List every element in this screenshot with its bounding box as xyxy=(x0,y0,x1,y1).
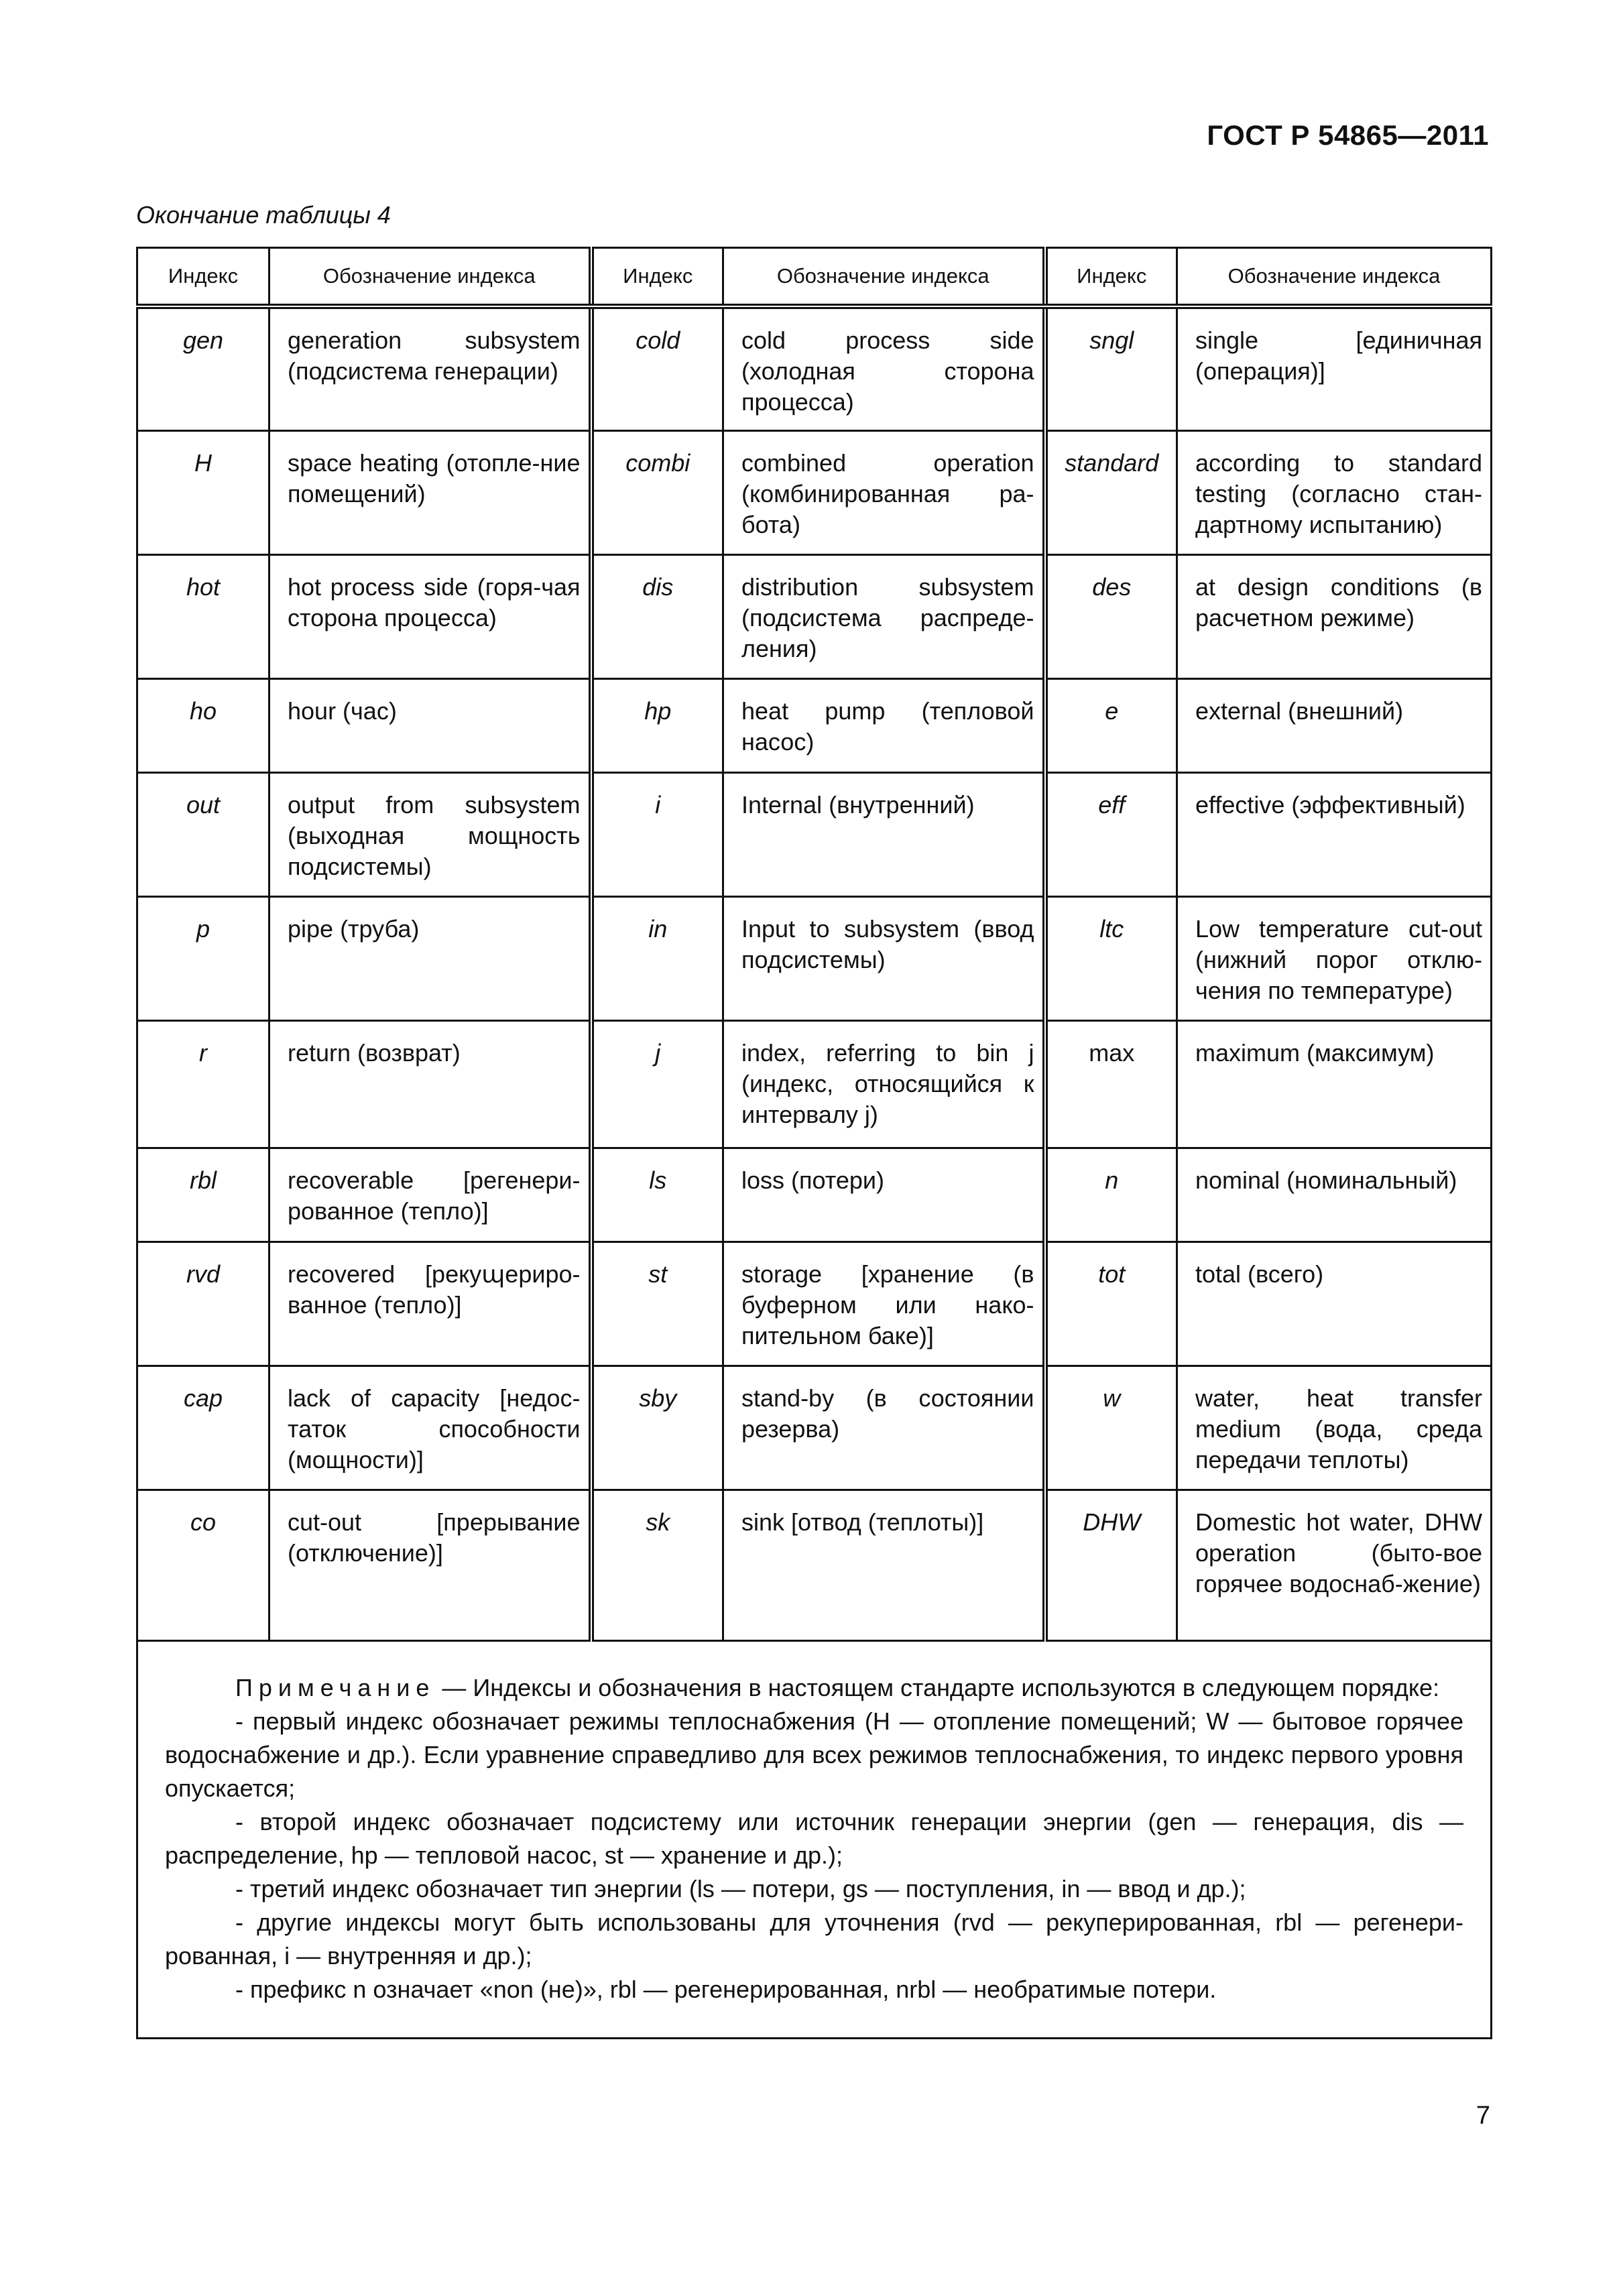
table-header-row xyxy=(137,248,1492,307)
index-cell: r xyxy=(137,1020,269,1148)
note-item: - второй индекс обозначает подсистему или источник генерации энергии (gen — генерация, dis — распределение, hp — тепловой насос, st — хранение и др.); xyxy=(165,1807,1463,1869)
designation-cell: space heating (отопле-ние помещений) xyxy=(269,430,591,554)
designation-cell: stand-by (в состоянии резерва) xyxy=(723,1366,1045,1490)
designation-cell: water, heat transfer medium (вода, среда передачи теплоты) xyxy=(1177,1366,1492,1490)
index-cell: hp xyxy=(591,678,723,772)
designation-cell: recovered [рекуպериро-ванное (тепло)] xyxy=(269,1242,591,1366)
table-body xyxy=(137,306,1492,1640)
column-header: Индекс xyxy=(591,248,723,307)
note-label: Примечание xyxy=(235,1673,436,1701)
designation-cell: Low temperature cut-out (нижний порог отклю-чения по температуре) xyxy=(1177,896,1492,1020)
index-cell: out xyxy=(137,772,269,896)
designation-cell: generation subsystem (подсистема генерации) xyxy=(269,306,591,430)
designation-cell: external (внешний) xyxy=(1177,678,1492,772)
index-cell: co xyxy=(137,1490,269,1640)
index-cell: cold xyxy=(591,306,723,430)
index-cell: st xyxy=(591,1242,723,1366)
column-header: Индекс xyxy=(137,248,269,307)
index-cell: eff xyxy=(1045,772,1177,896)
designation-cell: maximum (максимум) xyxy=(1177,1020,1492,1148)
table-row xyxy=(137,430,1492,554)
designation-cell: single [единичная (операция)] xyxy=(1177,306,1492,430)
index-cell: j xyxy=(591,1020,723,1148)
note-item: - другие индексы могут быть использованы для уточнения (rvd — рекуперированная, rbl — регенери-рованная, i — внутренняя и др.); xyxy=(165,1908,1463,1970)
designation-cell: sink [отвод (теплоты)] xyxy=(723,1490,1045,1640)
index-cell: tot xyxy=(1045,1242,1177,1366)
index-cell: max xyxy=(1045,1020,1177,1148)
index-cell: in xyxy=(591,896,723,1020)
designation-cell: hot process side (горя-чая сторона процесса) xyxy=(269,554,591,678)
index-cell: p xyxy=(137,896,269,1020)
index-cell: combi xyxy=(591,430,723,554)
designation-cell: storage [хранение (в буферном или нако-пительном баке)] xyxy=(723,1242,1045,1366)
note-intro xyxy=(165,1671,1463,1705)
index-cell: sngl xyxy=(1045,306,1177,430)
index-cell: rbl xyxy=(137,1148,269,1242)
designation-cell: total (всего) xyxy=(1177,1242,1492,1366)
index-cell: cap xyxy=(137,1366,269,1490)
note-item: - третий индекс обозначает тип энергии (ls — потери, gs — поступления, in — ввод и др.); xyxy=(235,1874,1246,1902)
table-row xyxy=(137,678,1492,772)
note-item: - первый индекс обозначает режимы теплоснабжения (H — отопление помещений; W — бытовое горячее водоснабжение и др.). Если уравнение справедливо для всех режимов теплоснабжения, то индекс первого уровня опускается; xyxy=(165,1707,1463,1802)
index-cell: ho xyxy=(137,678,269,772)
index-cell: sby xyxy=(591,1366,723,1490)
column-header: Обозначение индекса xyxy=(269,248,591,307)
index-cell: DHW xyxy=(1045,1490,1177,1640)
table-row xyxy=(137,896,1492,1020)
index-cell: des xyxy=(1045,554,1177,678)
index-cell: standard xyxy=(1045,430,1177,554)
index-cell: hot xyxy=(137,554,269,678)
index-cell: H xyxy=(137,430,269,554)
designation-cell: output from subsystem (выходная мощность подсистемы) xyxy=(269,772,591,896)
index-cell: i xyxy=(591,772,723,896)
designation-cell: recoverable [регенери-рованное (тепло)] xyxy=(269,1148,591,1242)
designation-cell: distribution subsystem (подсистема распреде-ления) xyxy=(723,554,1045,678)
designation-cell: return (возврат) xyxy=(269,1020,591,1148)
designation-cell: lack of capacity [недос-таток способности (мощности)] xyxy=(269,1366,591,1490)
table-caption: Окончание таблицы 4 xyxy=(136,201,391,229)
designation-cell: hour (час) xyxy=(269,678,591,772)
note xyxy=(137,1640,1492,2038)
index-cell: dis xyxy=(591,554,723,678)
designation-cell: loss (потери) xyxy=(723,1148,1045,1242)
designation-cell: Internal (внутренний) xyxy=(723,772,1045,896)
table-row xyxy=(137,772,1492,896)
designation-cell: combined operation (комбинированная ра-бота) xyxy=(723,430,1045,554)
table-row xyxy=(137,554,1492,678)
index-cell: ltc xyxy=(1045,896,1177,1020)
document-code: ГОСТ Р 54865—2011 xyxy=(1207,119,1489,151)
designation-cell: Input to subsystem (ввод подсистемы) xyxy=(723,896,1045,1020)
index-table xyxy=(136,247,1492,2039)
table-row xyxy=(137,1020,1492,1148)
note-intro-text: — Индексы и обозначения в настоящем стандарте используются в следующем порядке: xyxy=(435,1673,1440,1701)
index-cell: e xyxy=(1045,678,1177,772)
index-cell: w xyxy=(1045,1366,1177,1490)
designation-cell: effective (эффективный) xyxy=(1177,772,1492,896)
table-row xyxy=(137,1490,1492,1640)
index-cell: gen xyxy=(137,306,269,430)
designation-cell: pipe (труба) xyxy=(269,896,591,1020)
index-cell: rvd xyxy=(137,1242,269,1366)
table-row xyxy=(137,1242,1492,1366)
designation-cell: index, referring to bin j (индекс, относящийся к интервалу j) xyxy=(723,1020,1045,1148)
page-number: 7 xyxy=(1476,2102,1490,2130)
column-header: Обозначение индекса xyxy=(723,248,1045,307)
column-header: Обозначение индекса xyxy=(1177,248,1492,307)
note-row xyxy=(137,1640,1492,2038)
index-cell: ls xyxy=(591,1148,723,1242)
designation-cell: at design conditions (в расчетном режиме) xyxy=(1177,554,1492,678)
column-header: Индекс xyxy=(1045,248,1177,307)
designation-cell: Domestic hot water, DHW operation (быто-вое горячее водоснаб-жение) xyxy=(1177,1490,1492,1640)
note-item: - префикс n означает «non (не)», rbl — регенерированная, nrbl — необратимые потери. xyxy=(235,1975,1217,2003)
note-items xyxy=(165,1705,1463,2006)
table-row xyxy=(137,306,1492,430)
designation-cell: cold process side (холодная сторона процесса) xyxy=(723,306,1045,430)
table-row xyxy=(137,1148,1492,1242)
designation-cell: according to standard testing (согласно стан-дартному испытанию) xyxy=(1177,430,1492,554)
index-cell: n xyxy=(1045,1148,1177,1242)
table-row xyxy=(137,1366,1492,1490)
designation-cell: nominal (номинальный) xyxy=(1177,1148,1492,1242)
designation-cell: cut-out [прерывание (отключение)] xyxy=(269,1490,591,1640)
designation-cell: heat pump (тепловой насос) xyxy=(723,678,1045,772)
index-cell: sk xyxy=(591,1490,723,1640)
